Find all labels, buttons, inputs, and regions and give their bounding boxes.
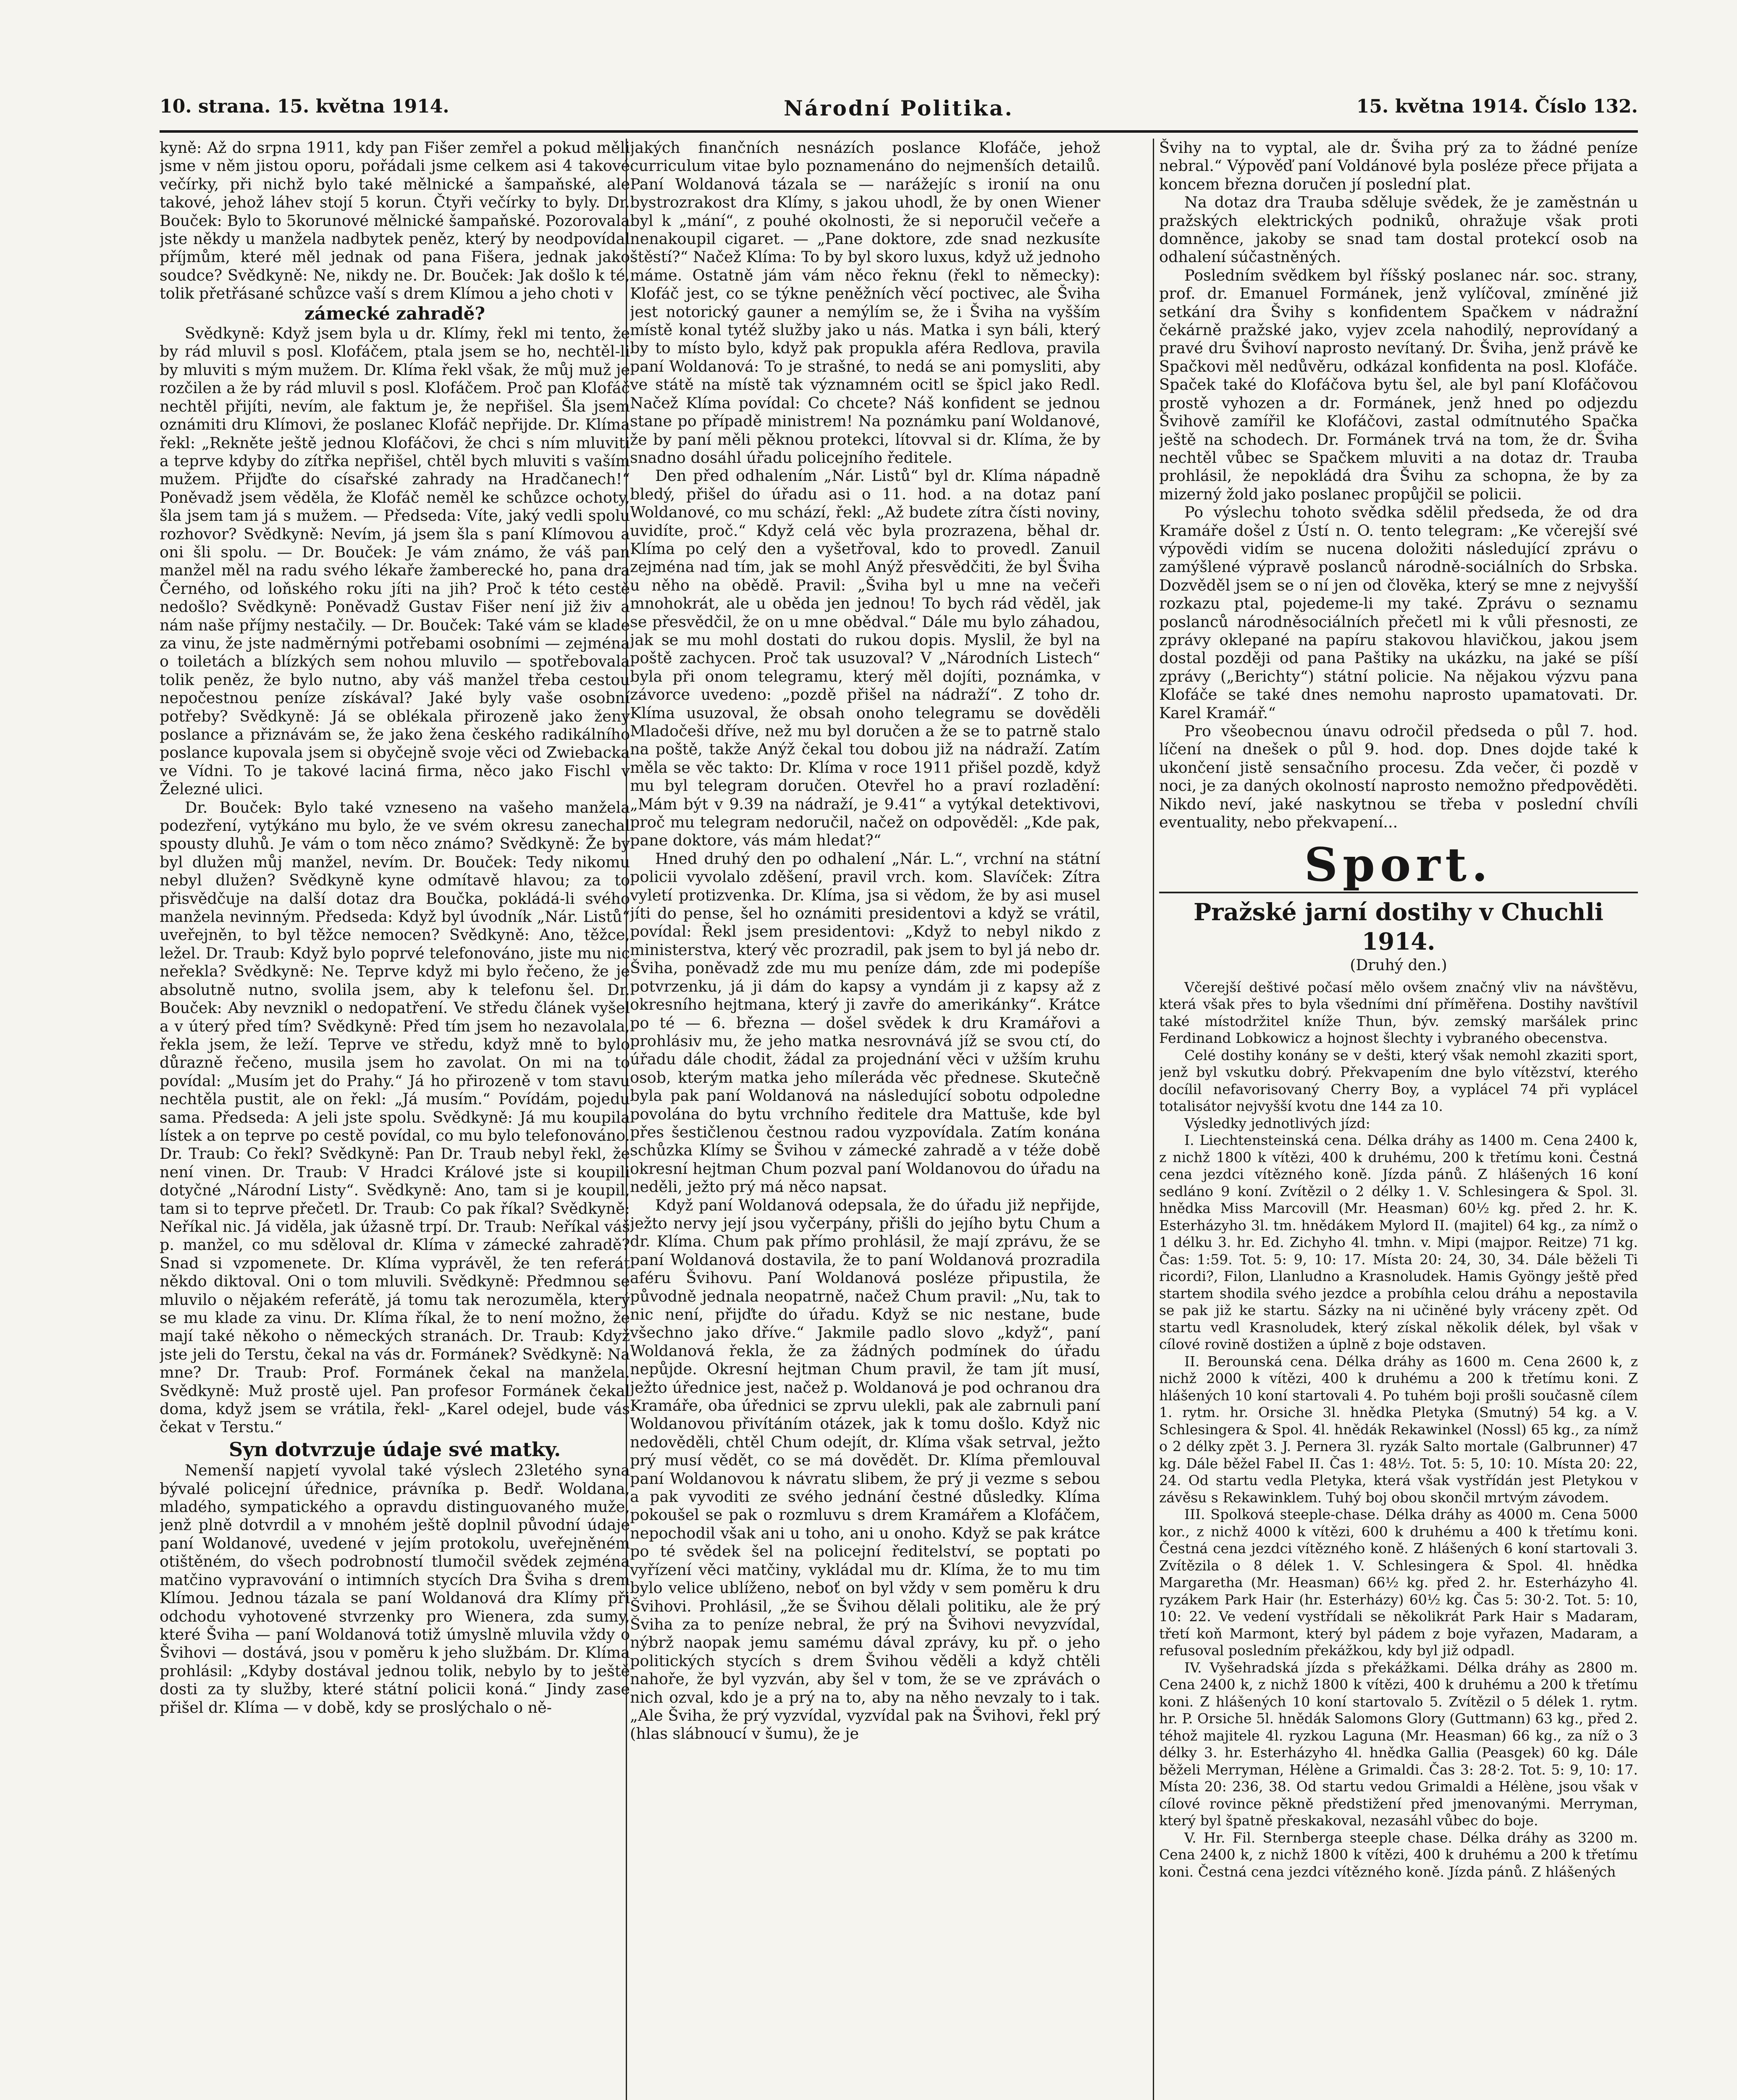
article-paragraph: Když paní Woldanová odepsala, že do úřadu již nepřijde, ježto nervy její jsou vyčerpány, přišli do jejího bytu Chum a dr. Klíma. Chum pak přímo prohlásil, že mají zprávu, že se paní Woldanová dostavila, že to paní Woldanová prozradila aféru Švihovu. Paní Woldanová posléze připustila, že původně jednala neopatrně, načež Chum pravil: „Nu, tak to nic není, přijďte do úřadu. Když se nic nestane, bude všechno jako dříve.“ Jakmile padlo slovo „když“, paní Woldanová řekla, že za žádných podmínek do úřadu nepůjde. Okresní hejtman Chum pravil, že tam jít musí, ježto úřednice jest, načež p. Woldanová je pod ochranou dra Kramáře, oba úřednici se zprvu ulekli, pak ale zabrnuli paní Woldanovou přivítáním otázek, jak k tomu došlo. Když nic nedověděli, chtěl Chum odejít, dr. Klíma však setrval, ježto prý musí vědět, co se má dovědět. Dr. Klíma přemlouval paní Woldanovou k návratu slibem, že prý ji vezme s sebou a pak vyvoditi ze svého jednání čestné důsledky. Klíma pokoušel se pak o rozmluvu s drem Kramářem a Klofáčem, nepochodil však ani u toho, ani u onoho. Když se pak krátce po té svědek šel na policejní ředitelství, se poptati po vyřízení věci matčiny, vykládal mu dr. Klíma, že to mu tim bylo velice ublíženo, neboť on byl vždy v sem poměru k dru Švihovi. Prohlásil, „že se Švihou dělali politiku, ale že prý Šviha za to peníze nebral, že prý na Švihovi nevyzvídal, nýbrž naopak jemu samému dával zprávy, ku př. o jeho politických stycích s drem Švihou věděli a když chtěli nahoře, že byl vyzván, aby šel v tom, že se ve zprávách o nich ozval, kdo je a prý na to, aby na něho nevzaly to i tak. „Ale Šviha, že prý vyzvídal, vyzvídal pak na Švihovi, řekl prý (hlas slábnoucí v šumu), že je (630, 1196, 1100, 1743)
race-result-paragraph: II. Berounská cena. Délka dráhy as 1600 m. Cena 2600 k, z nichž 2000 k vítězi, 400 k druhému a 200 k třetímu koni. Z hlášených 10 koní startovali 4. Po tuhém boji prošli současně cílem 1. rytm. hr. Orsiche 3l. hnědka Pletyka (Smutný) 54 kg. a V. Schlesingera & Spol. 4l. hnědák Rekawinkel (Nossl) 65 kg., za nímž o 2 délky zpět 3. J. Pernera 3l. ryzák Salto mortale (Galbrunner) 47 kg. Dále běžel Fabel II. Čas 1: 48½. Tot. 5: 5, 10: 10. Místa 20: 22, 24. Od startu vedla Pletyka, která však vystřídán jest Pletykou v závěsu s Rekawinklem. Tuhý boj obou skončil mrtvým závodem. (1159, 1353, 1638, 1506)
column-1 (160, 139, 630, 2100)
header-page-number-date: 10. strana. 15. května 1914. (160, 96, 449, 117)
article-paragraph: Hned druhý den po odhalení „Nár. L.“, vrchní na státní policii vyvolalo zděšení, pravil vrch. kom. Slavíček: Zítra vyletí protizvenka. Dr. Klíma, jsa si vědom, že by asi musel jíti do pense, šel ho oznámiti presidentovi a když se vrátil, povídal: Řekl jsem presidentovi: „Když to nebyl nikdo z ministerstva, který věc prozradil, pak jsem to byl já nebo dr. Šviha, poněvadž zde mu mu peníze dám, zde mi podepíše potvrzenku, já ji dám do kapsy a vyndám ji z kapsy až z okresního hejtmana, který ji zavře do amerikánky“. Krátce po té — 6. března — došel svědek k dru Kramářovi a prohlásiv mu, že jeho matka nesrovnává jíž se svou ctí, do úřadu dále chodit, žádal za projednání věci v užším kruhu osob, kterým matka jeho míleráda věc přednese. Skutečně byla pak paní Woldanová na následující sobotu odpoledne povolána do bytu vrchního ředitele dra Mattuše, kde byl přes šestičlenou čestnou radou vyzpovídala. Zatím konána schůzka Klímy se Švihou v zámecké zahradě a v téže době okresní hejtman Chum pozval paní Woldanovou do úřadu na neděli, ježto prý má něco napsat. (630, 849, 1100, 1196)
article-paragraph: Nemenší napjetí vyvolal také výslech 23letého syna bývalé policejní úřednice, právníka p. Bedř. Woldana, mladého, sympatického a opravdu distinguovaného muže, jenž plně dotvrdil a v mnohém ještě doplnil původní údaje paní Woldanové, uvedené v jejím protokolu, uveřejněném otištěném, do všech podrobností tlumočil svědek zejména matčino vypravování o intimních stycích Dra Šviha s drem Klímou. Jednou tázala se paní Woldanová dra Klímy při odchodu vyhotovené stvrzenky pro Wienera, zda sumy, které Šviha — paní Woldanová totiž úmyslně mluvila vždy o Švihovi — dostává, jsou v poměru k jeho službám. Dr. Klíma prohlásil: „Kdyby dostával jednou tolik, nebylo by to ještě dosti za ty služby, které státní policii koná.“ Jindy zase přišel dr. Klíma — v době, kdy se proslýchalo o ně- (160, 1461, 630, 1717)
race-result-paragraph: III. Spolková steeple-chase. Délka dráhy as 4000 m. Cena 5000 kor., z nichž 4000 k vítězi, 600 k druhému a 400 k třetímu koni. Čestná cena jezdci vítězného koně. Z hlášených 6 koní startovali 3. Zvítězila o 8 délek 1. V. Schlesingera & Spol. 4l. hnědka Margaretha (Mr. Heasman) 66½ kg. před 2. hr. Esterházyho 4l. ryzákem Park Hair (hr. Esterházy) 60½ kg. Čas 5: 30·2. Tot. 5: 10, 10: 22. Ve vedení vystřídali se několikrát Park Hair s Madaram, třetí koň Marmont, který byl pádem z boje vyřazen, Madaram, a refusoval posledním překážkou, kdy byl již odpadl. (1159, 1506, 1638, 1659)
race-result-paragraph: V. Hr. Fil. Sternberga steeple chase. Délka dráhy as 3200 m. Cena 2400 k, z nichž 1800 k vítězi, 400 k druhému a 200 k třetímu koni. Čestná cena jezdci vítězného koně. Jízda pánů. Z hlášených (1159, 1829, 1638, 1880)
section-subheading: zámecké zahradě? (304, 303, 485, 324)
article-paragraph: Posledním svědkem byl říšský poslanec nár. soc. strany, prof. dr. Emanuel Formánek, jenž vylíčoval, zmíněné již setkání dra Švihy s konfidentem Spačkem v nádražní čekárně pražské jako, vyjev zcela nahodilý, neprovídaný a pravé dru Švihoví naprosto nevítaný. Dr. Šviha, jenž právě ke Spačkovi měl nedůvěru, odkázal konfidenta na posl. Klofáče. Spaček také do Klofáčova bytu šel, ale byl paní Klofáčovou prostě vyhozen a dr. Formánek, jenž hned po odjezdu Švihově zamířil ke Klofáčovi, zastal odmítnutého Spačka ještě na schodech. Dr. Formánek trvá na tom, že dr. Šviha nechtěl vůbec se Spačkem mluviti a na dotaz dr. Trauba prohlásil, že nepokládá dra Švihu za schopna, že by za mizerný žold jako poslanec propůjčil se policii. (1159, 266, 1638, 503)
article-paragraph: Svědkyně: Když jsem byla u dr. Klímy, řekl mi tento, že by rád mluvil s posl. Klofáčem, ptala jsem se ho, nechtěl-li by mluviti s mým mužem. Dr. Klíma řekl však, že můj muž je rozčilen a že by rád mluvil s posl. Klofáčem. Proč pan Klofáč nechtěl přijíti, nevím, ale faktum je, že nepřišel. Šla jsem oznámiti dru Klímovi, že poslanec Klofáč nepřijde. Dr. Klíma řekl: „Rekněte ještě jednou Klofáčovi, že chci s ním mluviti a teprve kdyby do zítřka nepřišel, chtěl bych mluviti s vaším mužem. Přijďte do císařské zahrady na Hradčanech!“ Poněvadž jsem věděla, že Klofáč neměl ke schůzce ochoty, šla jsem tam já s mužem. — Předseda: Víte, jaký vedli spolu rozhovor? Svědkyně: Nevím, já jsem šla s paní Klímovou a oni šli spolu. — Dr. Bouček: Je vám známo, že váš pan manžel měl na radu svého lékaře žamberecké ho, pana dra Černého, od loňského roku jíti na jih? Proč k této cestě nedošlo? Svědkyně: Poněvadž Gustav Fišer není již živ a nám naše příjmy nestačily. — Dr. Bouček: Také vám se klade za vinu, že jste nadměrnými potřebami osobními — zejména o toiletách a blízkých sem nohou mluvilo — spotřebovala tolik peněz, že bylo nutno, aby váš manžel třeba cestou nepočestnou peníze získával? Jaké byly vaše osobní potřeby? Svědkyně: Já se oblékala přirozeně jako ženy poslance a přiznávám se, že jako žena českého radikálního poslance kupovala jsem si obyčejně svoje věci od Zwiebacka ve Vídni. To je takové laciná firma, něco jako Fischl v Železné ulici. (160, 324, 630, 798)
header-date-issue: 15. května 1914. Číslo 132. (1356, 96, 1638, 117)
column-2 (630, 139, 1100, 2100)
race-result-paragraph: IV. Vyšehradská jízda s překážkami. Délka dráhy as 2800 m. Cena 2400 k, z nichž 1800 k vítězi, 400 k druhému a 200 k třetímu koni. Z hlášených 10 koní startovalo 5. Zvítězil o 5 délek 1. rytm. hr. P. Orsiche 5l. hnědák Salomons Glory (Guttmann) 63 kg., před 2. téhož majitele 4l. ryzkou Laguna (Mr. Heasman) 66 kg., za níž o 3 délky 3. hr. Esterházyho 4l. hnědka Gallia (Peasgek) 60 kg. Dále běželi Merryman, Hélène a Grimaldi. Čas 3: 28·2. Tot. 5: 9, 10: 17. Místa 20: 236, 38. Od startu vedou Grimaldi a Hélène, jsou však v cílové rovince pěkně předstižení před jmenovanými. Merryman, který byl špatně přeskakoval, nezasáhl vůbec do boje. (1159, 1659, 1638, 1829)
masthead-title: Národní Politika. (784, 96, 1014, 121)
article-paragraph: Výsledky jednotlivých jízd: (1184, 1115, 1370, 1131)
article-paragraph: kyně: Až do srpna 1911, kdy pan Fišer zemřel a pokud měli jsme v něm jistou oporu, pořádali jsme celkem asi 4 takové večírky, při nichž bylo také mělnické a šampaňské, ale takové, jehož láhev stojí 5 korun. Čtyři večírky to byly. Dr. Bouček: Bylo to 5korunové mělnické šampaňské. Pozorovala jste někdy u manžela nadbytek peněz, který by neodpovídal příjmům, které měl jednak od pana Fišera, jednak jako soudce? Svědkyně: Ne, nikdy ne. Dr. Bouček: Jak došlo k té, tolik přetřásané schůzce vaší s drem Klímou a jeho choti v (160, 139, 630, 303)
page-header (160, 96, 1638, 125)
article-paragraph: Celé dostihy konány se v dešti, který však nemohl zkaziti sport, jenž byl vskutku dobrý. Překvapením dne bylo vítězství, kterého docílil nefavorisovaný Cherry Boy, a vyplácel 74 při vyplácel totalisátor nejvyšší kvotu dne 144 za 10. (1159, 1047, 1638, 1115)
race-report (1159, 979, 1638, 1881)
section-heading: Syn dotvrzuje údaje své matky. (228, 1438, 561, 1461)
sport-section-heading: Sport. (1304, 837, 1493, 892)
race-result-paragraph: I. Liechtensteinská cena. Délka dráhy as 1400 m. Cena 2400 k, z nichž 1800 k vítězi, 400 k druhému, 200 k třetímu koni. Čestná cena jezdci vítězného koně. Jízda pánů. Z hlášených 16 koní sedláno 9 koní. Zvítězil o 2 délky 1. V. Schlesingera & Spol. 3l. hnědka Miss Marcovill (Mr. Heasman) 60½ kg. před 2. hr. K. Esterházyho 3l. tm. hnědákem Mylord II. (majitel) 64 kg., za nímž o 1 délku 3. hr. Ed. Zichyho 4l. tmhn. v. Mipi (majpor. Reitze) 71 kg. Čas: 1:59. Tot. 5: 9, 10: 17. Místa 20: 24, 30, 34. Dále běželi Ti ricordi?, Filon, Llanludno a Krasnoludek. Hamis Gyöngy ještě před startem shodila svého jezdce a probíhla celou dráhu a nepostavila se pak již ke startu. Sázky na ni učiněné byly vráceny zpět. Od startu vedl Krasnoludek, který získal několik délek, byl však v cílové rovině dostižen a úplně z boje odstaven. (1159, 1132, 1638, 1353)
race-article-title: Pražské jarní dostihy v Chuchli 1914. (1159, 892, 1638, 956)
article-paragraph: Včerejší deštivé počasí mělo ovšem značný vliv na návštěvu, která však přes to byla všedními dní příměřena. Dostihy navštívil také místodržitel kníže Thun, býv. zemský maršálek princ Ferdinand Lobkowicz a hojnost šlechty i vybraného obecenstva. (1159, 979, 1638, 1047)
article-paragraph: Po výslechu tohoto svědka sdělil předseda, že od dra Kramáře došel z Ústí n. O. tento telegram: „Ke včerejší své výpovědi vidím se nucena doložiti následující zprávu o zamýšlené výpravě poslanců národně-sociálních do Srbska. Dozvěděl jsem se o ní jen od člověka, který se mne z nejvyšší rozkazu ptal, pojedeme-li my také. Zprávu o seznamu poslanců národněsociálních přečetl mi k vůli přesnosti, ze zprávy oklepané na papíru stakovou hlavičkou, jakou jsem dostal později od pana Paštiky na ukázku, na jaké se píší zprávy („Berichty“) státní policie. Na nějakou výzvu pana Klofáče se také dnes nemohu naprosto upamatovati. Dr. Karel Kramář.“ (1159, 503, 1638, 722)
column-divider (1153, 139, 1154, 2100)
article-paragraph: Švihy na to vyptal, ale dr. Šviha prý za to žádné peníze nebral.“ Výpověď paní Voldánové byla posléze přece přijata a koncem března doručen jí poslední plat. (1159, 139, 1638, 193)
article-paragraph: Den před odhalením „Nár. Listů“ byl dr. Klíma nápadně bledý, přišel do úřadu asi o 11. hod. a na dotaz paní Woldanové, co mu schází, řekl: „Až budete zítra čísti noviny, uvidíte, proč.“ Když celá věc byla prozrazena, běhal dr. Klíma po celý den a vyšetřoval, kdo to provedl. Zanuil zejména nad tím, jak se mohl Anýž přesvědčiti, že byl Šviha u něho na obědě. Pravil: „Šviha byl u mne na večeři mnohokrát, ale u oběda jen jednou! To bych rád věděl, jak se přesvědčil, že on u mne obědval.“ Dále mu bylo záhadou, jak se mu mohl dostati do rukou dopis. Myslil, že byl na poště zachycen. Proč tak usuzoval? V „Národních Listech“ byla při onom telegramu, který měl dojíti, poznámka, v závorce uvedeno: „pozdě přišel na nádraží“. Z toho dr. Klíma usuzoval, že obsah onoho telegramu se dověděli Mladočeši dříve, než mu byl doručen a že se to patrně stalo na poště, takže Anýž čekal tou dobou již na nádraží. Zatím měla se věc takto: Dr. Klíma v roce 1911 přišel pozdě, když mu byl telegram doručen. Otevřel ho a praví rozladění: „Mám být v 9.39 na nádraží, je 9.41“ a vytýkal detektivovi, proč mu telegram nedoručil, načež on odpověděl: „Kde pak, pane doktore, vás mám hledat?“ (630, 467, 1100, 850)
article-paragraph: Na dotaz dra Trauba sděluje svědek, že je zaměstnán u pražských elektrických podniků, ohražuje však proti domněnce, jakoby se snad tam dostal protekcí osob na odhalení súčastněných. (1159, 193, 1638, 266)
article-paragraph: jakých finančních nesnázích poslance Klofáče, jehož curriculum vitae bylo poznamenáno do nejmenších detailů. Paní Woldanová tázala se — narážejíc s ironií na onu bystrozrakost dra Klímy, s jakou uhodl, že by onen Wiener byl k „mání“, z pouhé okolnosti, že si neporučil večeře a nenakoupil cigaret. — „Pane doktore, zde snad nezkusíte štěstí?“ Načež Klíma: To by byl skoro luxus, když už jednoho máme. Ostatně jám vám něco řeknu (řekl to německy): Klofáč jest, co se týkne peněžních věcí poctivec, ale Šviha jest notorický gauner a nemýlím se, že i Šviha na vyšším místě konal tytéž služby jako u nás. Matka i syn báli, který by to místo bylo, když pak propukla aféra Redlova, pravila paní Woldanová: To je strašné, to nedá se ani pomysliti, aby ve státě na místě tak významném ocitl se špicl jako Redl. Načež Klíma povídal: Co chcete? Náš konfident se jednou stane po případě ministrem! Na poznámku paní Woldanové, že by paní měli pěknou protekci, lítovval si dr. Klíma, že by snadno dosáhl úřadu policejního ředitele. (630, 139, 1100, 467)
header-rule (160, 130, 1638, 133)
article-paragraph: Pro všeobecnou únavu odročil předseda o půl 7. hod. líčení na dnešek o půl 9. hod. dop. Dnes dojde také k ukončení jistě sensačního procesu. Zda večer, či pozdě v noci, je za daných okolností naprosto nemožno předpověděti. Nikdo neví, jaké naskytnou se třeba v poslední chvíli eventuality, nebo překvapení... (1159, 722, 1638, 832)
race-article-subtitle: (Druhý den.) (1350, 957, 1447, 974)
column-3 (1159, 139, 1638, 2100)
article-paragraph: Dr. Bouček: Bylo také vzneseno na vašeho manžela podezření, vytýkáno mu bylo, že ve svém okresu zanechal spousty dluhů. Je vám o tom něco známo? Svědkyně: Že by byl dlužen můj manžel, nevím. Dr. Bouček: Tedy nikomu nebyl dlužen? Svědkyně kyne odmítavě hlavou; za to přisvědčuje na další dotaz dra Boučka, pokládá-li svého manžela nevinným. Předseda: Když byl úvodník „Nár. Listů“ uveřejněn, to byl těžce nemocen? Svědkyně: Ano, těžce, ležel. Dr. Traub: Když bylo poprvé telefonováno, jiste mu nic neřekla? Svědkyně: Ne. Teprve když mi bylo řečeno, že je absolutně nutno, svolila jsem, aby k telefonu šel. Dr. Bouček: Aby nevznikl o nedopatření. Ve středu článek vyšel a v úterý před tím? Svědkyně: Před tím jsem ho nezavolala, řekla jsem, že leží. Teprve ve středu, když mně to bylo důrazně řečeno, musila jsem ho zavolat. On mi na to povídal: „Musím jet do Prahy.“ Já ho přirozeně v tom stavu nechtěla pustit, ale on řekl: „Já musím.“ Povídám, pojedu sama. Předseda: A jeli jste spolu. Svědkyně: Já mu koupila lístek a on teprve po cestě povídal, co mu bylo telefonováno. Dr. Traub: Co řekl? Svědkyně: Pan Dr. Traub nebyl řekl, že není vinen. Dr. Traub: V Hradci Králové jste si koupili dotyčné „Národní Listy“. Svědkyně: Ano, tam si je koupil, tam si to teprve přečetl. Dr. Traub: Co pak říkal? Svědkyně: Neříkal nic. Já viděla, jak úžasně trpí. Dr. Traub: Neříkal váš p. manžel, co mu sděloval dr. Klíma v zámecké zahradě? Snad si vzpomenete. Dr. Klíma vyprávěl, že ten referát někdo diktoval. Oni o tom mluvili. Svědkyně: Předmnou se mluvilo o nějakém referátě, já tomu tak nerozuměla, který se mu klade za vinu. Dr. Klíma říkal, že to není možno, že mají také někoho o německých stranách. Dr. Traub: Když jste jeli do Terstu, čekal na vás dr. Formánek? Svědkyně: Na mne? Dr. Traub: Prof. Formánek čekal na manžela. Svědkyně: Muž prostě ujel. Pan profesor Formánek čekal doma, když jsem se vrátila, řekl- „Karel odejel, bude vás čekat v Terstu.“ (160, 798, 630, 1436)
